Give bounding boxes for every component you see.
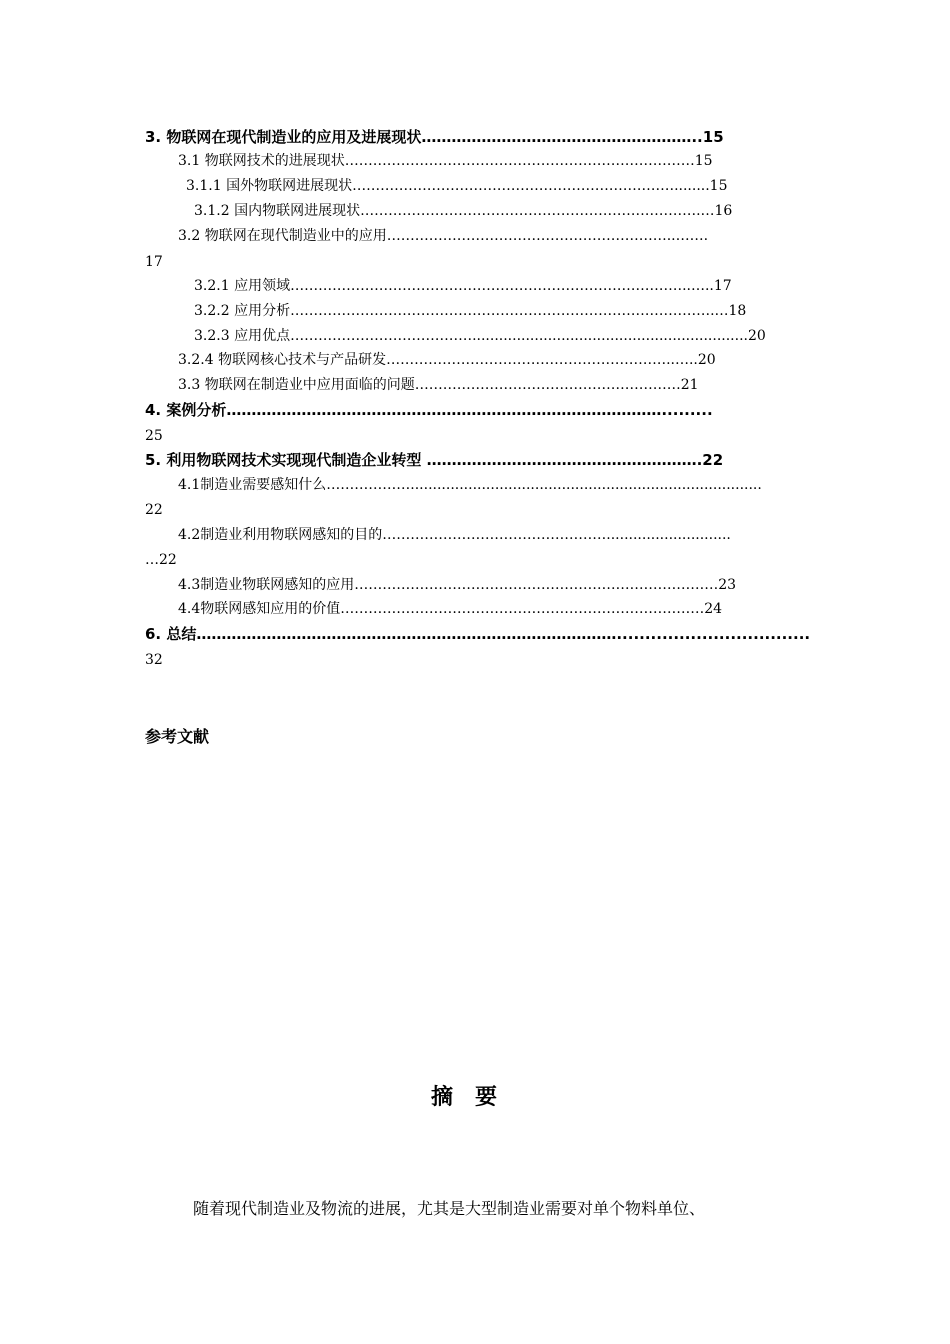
toc-entry-3-2-4[interactable]: 3.2.4 物联网核心技术与产品研发……………………………………………………..…..20 [178,352,716,368]
toc-entry-3[interactable]: 3. 物联网在现代制造业的应用及进展现状………………………………………………..15 [145,128,724,146]
toc-entry-5[interactable]: 5. 利用物联网技术实现现代制造企业转型 ……………………………………………….22 [145,451,724,469]
toc-entry-6-page: 32 [145,652,163,668]
toc-entry-3-2[interactable]: 3.2 物联网在现代制造业中的应用……………………………………………………..……. [178,228,709,244]
toc-entry-4[interactable]: 4. 案例分析……………………………………………………………………………......... [145,401,713,419]
abstract-paragraph: 随着现代制造业及物流的进展，尤其是大型制造业需要对单个物料单位、 [193,1199,706,1218]
references-heading: 参考文献 [145,727,210,746]
toc-entry-3-1-1[interactable]: 3.1.1 国外物联网进展现状……………………………………………………………........15 [186,178,728,194]
toc-entry-3-1-2[interactable]: 3.1.2 国内物联网进展现状……………………………………………………………….…16 [194,203,733,219]
toc-entry-4-2-page: …22 [145,552,177,568]
toc-entry-3-2-1[interactable]: 3.2.1 应用领域…………………………………………………………………………..…..17 [194,278,732,294]
toc-entry-6[interactable]: 6. 总结………………………………………………………………………….................................. [145,625,810,643]
toc-entry-3-3[interactable]: 3.3 物联网在制造业中应用面临的问题…………………………………………………21 [178,377,699,393]
toc-entry-4-page: 25 [145,428,163,444]
toc-entry-3-2-2[interactable]: 3.2.2 应用分析……………………………………………………………………………….…18 [194,303,747,319]
toc-entry-4-1-page: 22 [145,502,163,518]
toc-entry-4-4[interactable]: 4.4物联网感知应用的价值……………………………………………………………………24 [178,601,723,617]
toc-entry-4-2[interactable]: 4.2制造业利用物联网感知的目的…………………………………………............................ [178,527,731,543]
toc-entry-3-1[interactable]: 3.1 物联网技术的进展现状…………………………………………………………………15 [178,153,713,169]
toc-entry-3-2-page: 17 [145,254,163,270]
toc-entry-4-3[interactable]: 4.3制造业物联网感知的应用……………………………………………………………………23 [178,577,737,593]
toc-entry-3-2-3[interactable]: 3.2.3 应用优点…………………………………..............................................................20 [194,328,766,344]
abstract-title: 摘要 [430,1085,519,1110]
toc-entry-4-1[interactable]: 4.1制造业需要感知什么………………............................................................................... [178,477,762,493]
